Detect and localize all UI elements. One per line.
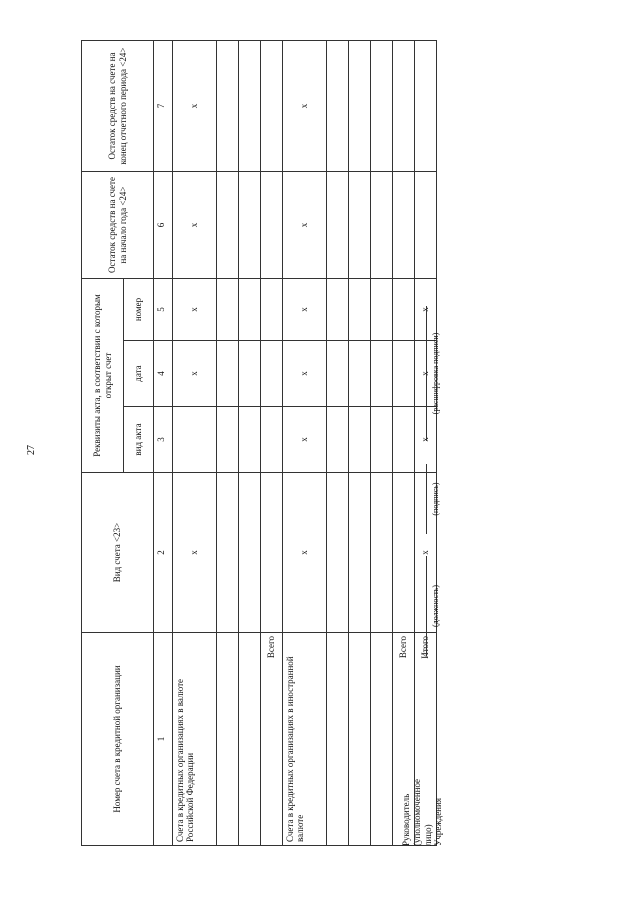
table-row — [327, 40, 349, 845]
table-cell: x — [283, 278, 327, 340]
rub-total-row — [261, 40, 283, 845]
fx-section-row — [283, 40, 327, 845]
grand-total-label: Итого — [415, 632, 437, 845]
signature-block — [401, 41, 466, 846]
table-row — [239, 40, 261, 845]
accounts-table — [81, 40, 437, 846]
table-cell: x — [173, 171, 217, 278]
column-number: 1 — [154, 632, 173, 845]
column-number: 7 — [154, 40, 173, 171]
table-cell: x — [283, 406, 327, 472]
table-row — [217, 40, 239, 845]
page-number: 27 — [26, 445, 37, 455]
role-line: Руководитель — [401, 793, 411, 846]
signatory-role — [401, 756, 444, 846]
header-act-details: Реквизиты акта, в соответствии с которым открыт счет — [82, 278, 124, 472]
table-cell: x — [283, 472, 327, 632]
fx-total-label: Всего — [393, 632, 415, 845]
table-cell: x — [415, 472, 437, 632]
table-cell: x — [415, 340, 437, 406]
decoding-caption: (расшифровка подписи) — [431, 332, 440, 414]
rotated-content — [81, 41, 466, 846]
signature-caption: (подпись) — [431, 481, 440, 516]
fx-section-label: Счета в кредитных организациях в иностранной валюте — [283, 632, 327, 845]
signature-line — [425, 464, 427, 534]
column-number: 6 — [154, 171, 173, 278]
role-line: Учреждения — [433, 797, 444, 846]
table-row — [349, 40, 371, 845]
table-cell: x — [415, 278, 437, 340]
rub-total-label: Всего — [261, 632, 283, 845]
header-balance-start: Остаток средств на счете на начало года <24> — [82, 171, 154, 278]
table-cell: x — [283, 171, 327, 278]
column-number: 2 — [154, 472, 173, 632]
column-number: 4 — [154, 340, 173, 406]
column-number: 3 — [154, 406, 173, 472]
rub-section-row — [173, 40, 217, 845]
header-act-kind: вид акта — [124, 406, 154, 472]
table-cell: x — [173, 472, 217, 632]
position-line — [425, 556, 427, 656]
table-row — [371, 40, 393, 845]
decoding-line — [425, 306, 427, 441]
header-account-type: Вид счета <23> — [82, 472, 154, 632]
column-numbers-row — [154, 40, 173, 845]
column-number: 5 — [154, 278, 173, 340]
header-act-number: номер — [124, 278, 154, 340]
role-line: (уполномоченное лицо) — [411, 778, 433, 846]
rub-section-label: Счета в кредитных организациях в валюте Российской Федерации — [173, 632, 217, 845]
header-account-number: Номер счета в кредитной организации — [82, 632, 154, 845]
table-cell — [173, 406, 217, 472]
table-cell: x — [283, 340, 327, 406]
table-cell: x — [283, 40, 327, 171]
table-cell: x — [415, 406, 437, 472]
table-cell: x — [173, 340, 217, 406]
table-cell: x — [173, 278, 217, 340]
header-act-date: дата — [124, 340, 154, 406]
header-balance-end: Остаток средств на счете на конец отчетного периода <24> — [82, 40, 154, 171]
table-cell: x — [173, 40, 217, 171]
position-caption: (должность) — [431, 584, 440, 627]
